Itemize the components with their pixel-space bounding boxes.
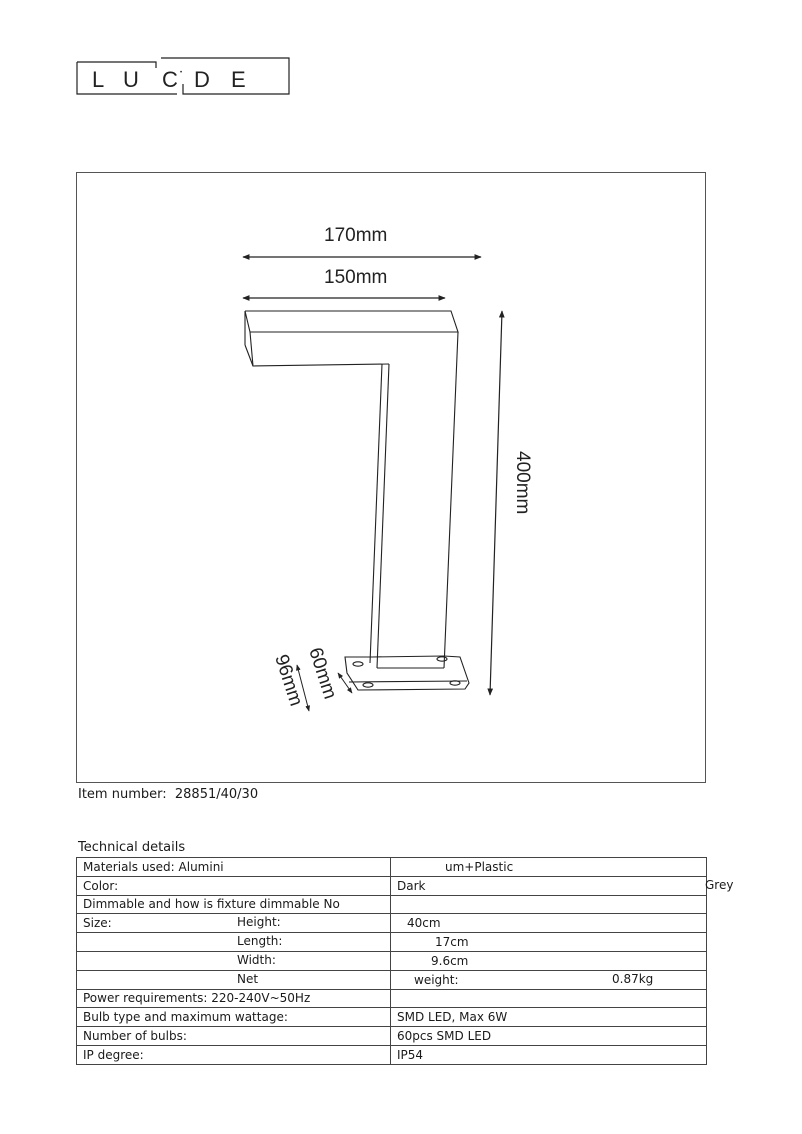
spec-value: Dark: [391, 876, 707, 895]
spec-label: Number of bulbs:: [77, 1027, 391, 1046]
spec-value: 40cm: [391, 914, 707, 933]
spec-label: IP degree:: [77, 1045, 391, 1064]
lucide-logo: [76, 56, 290, 96]
table-row: [77, 951, 707, 970]
spec-label: [77, 970, 391, 989]
spec-sublabel: Width:: [237, 952, 276, 967]
spec-value: [391, 989, 707, 1008]
table-row: [77, 970, 707, 989]
spec-label: [77, 933, 391, 952]
spec-label: Color:: [77, 876, 391, 895]
spec-label: Power requirements: 220-240V~50Hz: [77, 989, 391, 1008]
spec-label: Materials used: Alumini: [77, 858, 391, 877]
technical-details-title: Technical details: [78, 840, 186, 855]
table-row: [77, 858, 707, 877]
table-row: [77, 1027, 707, 1046]
item-number-label: Item number:: [78, 787, 167, 802]
svg-text:C: C: [162, 67, 178, 92]
spec-value: 60pcs SMD LED: [391, 1027, 707, 1046]
table-row: [77, 914, 707, 933]
table-row: [77, 989, 707, 1008]
color-overflow-text: Grey: [705, 878, 734, 892]
spec-sublabel: Height:: [237, 915, 281, 930]
dim-height: 400mm: [512, 451, 533, 515]
table-row: [77, 1008, 707, 1027]
fixture-dimension-drawing: [77, 173, 707, 784]
spec-value: 17cm: [391, 933, 707, 952]
item-number-value: 28851/40/30: [174, 787, 259, 802]
spec-value: SMD LED, Max 6W: [391, 1008, 707, 1027]
dim-width-top: 170mm: [324, 225, 388, 246]
technical-details-table: [76, 857, 707, 1065]
spec-value: [391, 895, 707, 914]
table-row: [77, 933, 707, 952]
svg-text:E: E: [231, 67, 246, 92]
table-row: [77, 1045, 707, 1064]
spec-label: Size: Height:: [77, 914, 391, 933]
spec-label: Dimmable and how is fixture dimmable No: [77, 895, 391, 914]
table-row: [77, 876, 707, 895]
spec-value: weight: 0.87kg: [391, 970, 707, 989]
item-number: [78, 787, 258, 802]
spec-label: [77, 951, 391, 970]
dim-base-width: 60mm: [304, 645, 341, 702]
svg-text:U: U: [123, 67, 139, 92]
spec-value: um+Plastic: [391, 858, 707, 877]
svg-text:L: L: [92, 67, 105, 92]
product-drawing-frame: [76, 172, 706, 783]
svg-text:D: D: [194, 67, 210, 92]
spec-value: 9.6cm: [391, 951, 707, 970]
svg-text:•: •: [180, 70, 183, 76]
spec-sublabel: Net: [237, 971, 259, 986]
fixture-outline: [245, 311, 469, 690]
dim-width-arm: 150mm: [324, 267, 388, 288]
table-row: [77, 895, 707, 914]
spec-label: Bulb type and maximum wattage:: [77, 1008, 391, 1027]
spec-sublabel: Length:: [237, 934, 283, 949]
spec-value: IP54: [391, 1045, 707, 1064]
dim-base-depth: 96mm: [270, 652, 307, 709]
